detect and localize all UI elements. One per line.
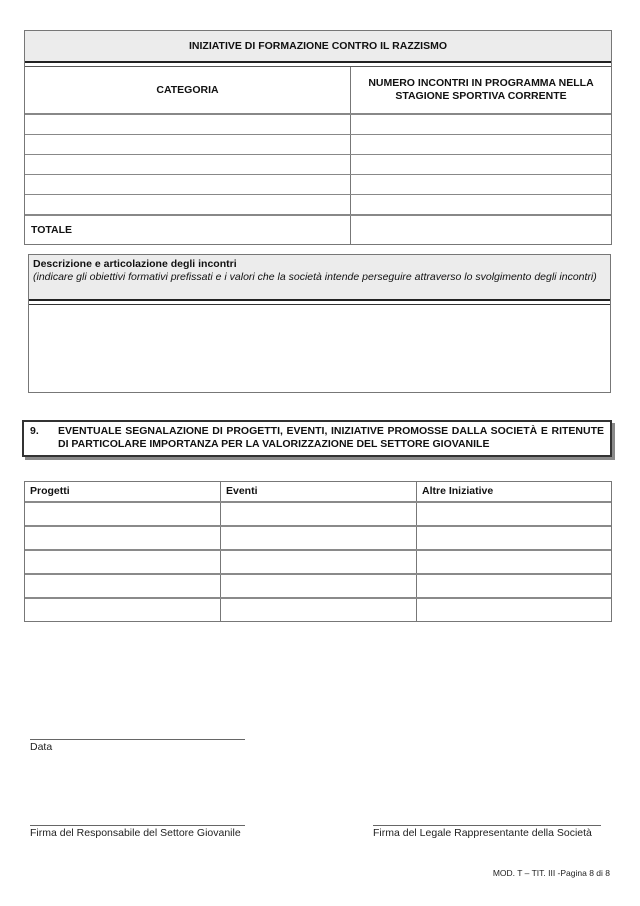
numero-cell[interactable] bbox=[351, 195, 611, 214]
legal-rep-signature-line[interactable] bbox=[373, 825, 601, 826]
youth-manager-signature-line[interactable] bbox=[30, 825, 245, 826]
legal-rep-signature-label: Firma del Legale Rappresentante della Società bbox=[373, 827, 592, 839]
progetti-cell[interactable] bbox=[25, 575, 221, 597]
description-label: Descrizione e articolazione degli incontri bbox=[33, 258, 237, 270]
description-header bbox=[29, 255, 610, 301]
projects-header-row bbox=[25, 482, 611, 503]
section-9-heading bbox=[22, 420, 612, 457]
table-row bbox=[25, 575, 611, 599]
categoria-cell[interactable] bbox=[25, 175, 351, 194]
eventi-cell[interactable] bbox=[221, 503, 417, 525]
description-hint: (indicare gli obiettivi formativi prefissati e i valori che la società intende perseguire attraverso lo svolgimento degli incontri) bbox=[33, 271, 597, 283]
altre-iniziative-cell[interactable] bbox=[417, 527, 611, 549]
table-row bbox=[25, 175, 611, 195]
formation-header-row bbox=[25, 67, 611, 115]
progetti-cell[interactable] bbox=[25, 527, 221, 549]
column-header-altre-iniziative: Altre Iniziative bbox=[422, 485, 494, 497]
date-label: Data bbox=[30, 741, 53, 753]
table-row bbox=[25, 115, 611, 135]
formation-table-title: INIZIATIVE DI FORMAZIONE CONTRO IL RAZZISMO bbox=[25, 31, 611, 63]
table-row bbox=[25, 503, 611, 527]
total-row bbox=[25, 215, 611, 244]
numero-cell[interactable] bbox=[351, 135, 611, 154]
eventi-cell[interactable] bbox=[221, 599, 417, 621]
numero-cell[interactable] bbox=[351, 115, 611, 134]
categoria-cell[interactable] bbox=[25, 195, 351, 214]
column-header-categoria: CATEGORIA bbox=[25, 67, 351, 113]
date-signature-line[interactable] bbox=[30, 739, 245, 740]
total-label: TOTALE bbox=[25, 216, 351, 244]
table-row bbox=[25, 155, 611, 175]
table-row bbox=[25, 135, 611, 155]
column-header-eventi: Eventi bbox=[221, 482, 417, 501]
youth-manager-signature-label: Firma del Responsabile del Settore Giovanile bbox=[30, 827, 241, 839]
progetti-cell[interactable] bbox=[25, 551, 221, 573]
formation-table bbox=[24, 30, 612, 245]
categoria-cell[interactable] bbox=[25, 135, 351, 154]
description-box bbox=[28, 254, 611, 393]
section-title: EVENTUALE SEGNALAZIONE DI PROGETTI, EVENTI, INIZIATIVE PROMOSSE DALLA SOCIETÀ E RITENUTE DI PARTICOLARE IMPORTANZA PER LA VALORIZZAZIONE DEL SETTORE GIOVANILE bbox=[58, 425, 604, 450]
table-row bbox=[25, 527, 611, 551]
eventi-cell[interactable] bbox=[221, 575, 417, 597]
numero-cell[interactable] bbox=[351, 175, 611, 194]
total-value-cell[interactable] bbox=[351, 216, 611, 244]
categoria-cell[interactable] bbox=[25, 155, 351, 174]
altre-iniziative-cell[interactable] bbox=[417, 551, 611, 573]
altre-iniziative-cell[interactable] bbox=[417, 599, 611, 621]
eventi-cell[interactable] bbox=[221, 551, 417, 573]
eventi-cell[interactable] bbox=[221, 527, 417, 549]
column-header-numero-incontri: NUMERO INCONTRI IN PROGRAMMA NELLA STAGIONE SPORTIVA CORRENTE bbox=[368, 77, 594, 102]
altre-iniziative-cell[interactable] bbox=[417, 575, 611, 597]
section-number: 9. bbox=[30, 425, 39, 437]
table-row bbox=[25, 599, 611, 621]
table-row bbox=[25, 195, 611, 215]
progetti-cell[interactable] bbox=[25, 503, 221, 525]
projects-table bbox=[24, 481, 612, 622]
progetti-cell[interactable] bbox=[25, 599, 221, 621]
numero-cell[interactable] bbox=[351, 155, 611, 174]
altre-iniziative-cell[interactable] bbox=[417, 503, 611, 525]
page-footer: MOD. T – TIT. III -Pagina 8 di 8 bbox=[492, 868, 610, 878]
column-header-progetti: Progetti bbox=[25, 482, 221, 501]
categoria-cell[interactable] bbox=[25, 115, 351, 134]
table-row bbox=[25, 551, 611, 575]
description-input[interactable] bbox=[29, 305, 614, 395]
